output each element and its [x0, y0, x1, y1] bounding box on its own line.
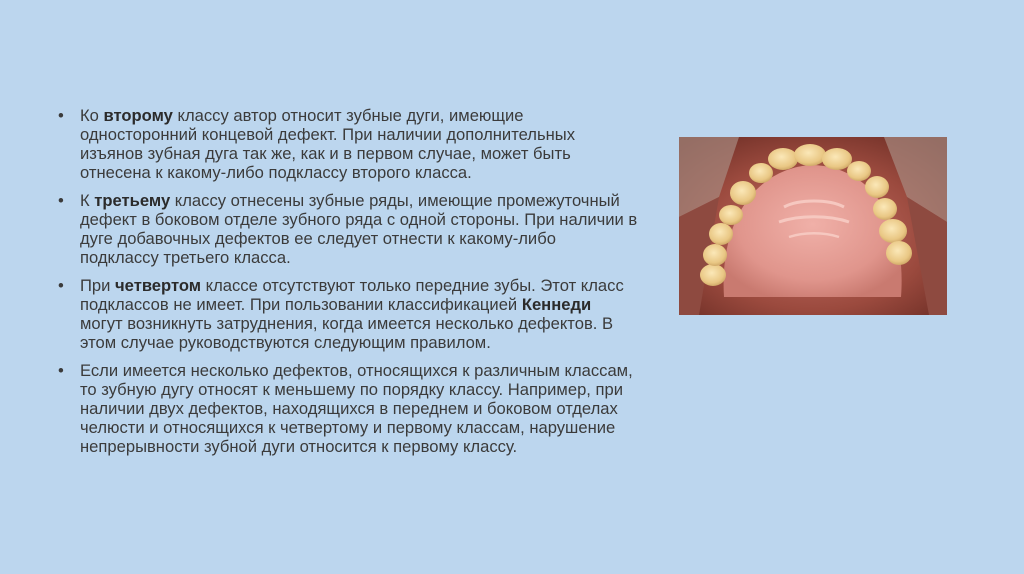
- dental-arch-photo: [679, 137, 947, 315]
- bullet-marker: •: [58, 191, 64, 210]
- bullet-text-post: могут возникнуть затруднения, когда имеется несколько дефектов. В этом случае руководствуются следующим правилом.: [80, 314, 614, 352]
- bullet-text-pre: Ко: [80, 106, 104, 125]
- bullet-item-class-2: [58, 106, 638, 182]
- bullet-text-bold-kennedy: Кеннеди: [521, 295, 592, 314]
- bullet-text-bold: второму: [103, 106, 173, 125]
- bullet-text-post: классу отнесены зубные ряды, имеющие промежуточный дефект в боковом отделе зубного ряда с одной стороны. При наличии в дуге добавочных дефектов ее следует отнести к какому-либо подклассу третьего класса.: [80, 191, 638, 267]
- bullet-marker: •: [58, 106, 64, 125]
- bullet-text-post: классу автор относит зубные дуги, имеющие односторонний концевой дефект. При наличии дополнительных изъянов зубная дуга так же, как и в первом случае, может быть отнесена к какому-либо подклассу второго класса.: [80, 106, 576, 182]
- bullet-item-rule: [58, 361, 638, 456]
- bullet-item-class-4: [58, 276, 638, 352]
- bullet-marker: •: [58, 361, 64, 380]
- bullet-text-mid: классе отсутствуют только передние зубы. Этот класс подклассов не имеет. При пользовании классификацией: [80, 276, 624, 314]
- bullet-text-bold: четвертом: [115, 276, 202, 295]
- bullet-text: Если имеется несколько дефектов, относящихся к различным классам, то зубную дугу относят к меньшему по порядку классу. Например, при наличии двух дефектов, находящихся в переднем и боковом отделах челюсти и относящихся к четвертому и первому классам, нарушение непрерывности зубной дуги относится к первому классу.: [80, 361, 633, 456]
- bullet-marker: •: [58, 276, 64, 295]
- bullet-item-class-3: [58, 191, 638, 267]
- bullet-list: [58, 106, 638, 465]
- bullet-text-pre: К: [80, 191, 95, 210]
- bullet-text-bold: третьему: [94, 191, 171, 210]
- bullet-text-pre: При: [80, 276, 116, 295]
- dental-arch-illustration: [679, 137, 947, 315]
